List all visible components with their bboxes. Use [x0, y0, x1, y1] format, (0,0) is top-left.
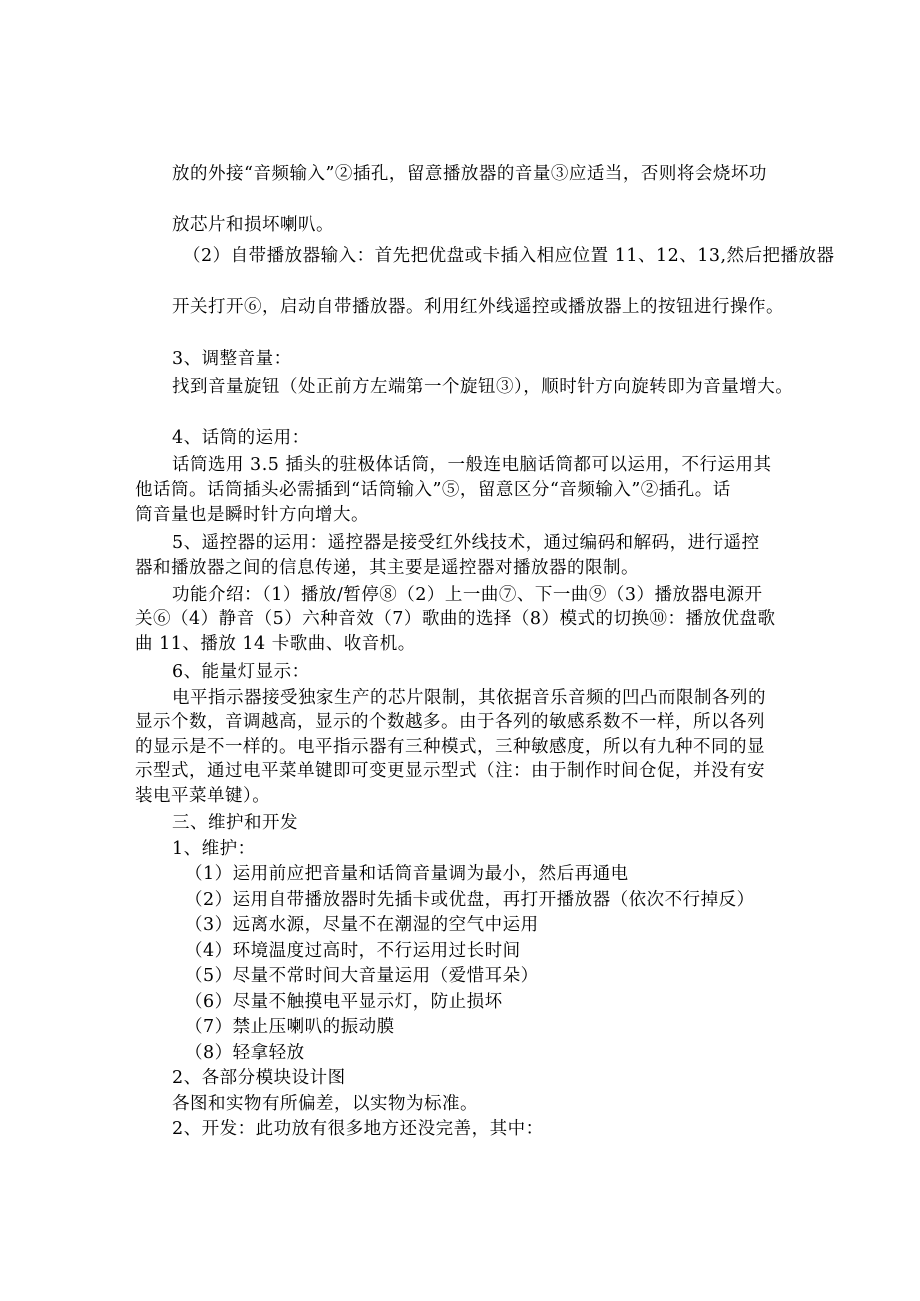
paragraph-line: 曲 11、播放 14 卡歌曲、收音机。: [135, 634, 416, 654]
paragraph-line: 器和播放器之间的信息传递，其主要是遥控器对播放器的限制。: [135, 558, 639, 578]
paragraph-line: 放的外接“音频输入”②插孔，留意播放器的音量③应适当，否则将会烧坏功: [172, 164, 767, 184]
paragraph-line: 电平指示器接受独家生产的芯片限制，其依据音乐音频的凹凸而限制各列的: [172, 688, 766, 708]
list-item: （8）轻拿轻放: [185, 1043, 305, 1063]
paragraph-line: 开关打开⑥，启动自带播放器。利用红外线遥控或播放器上的按钮进行操作。: [172, 297, 784, 317]
paragraph-line: 5、遥控器的运用：遥控器是接受红外线技术，通过编码和解码，进行遥控: [172, 533, 760, 553]
paragraph-line: 装电平菜单键）。: [135, 786, 271, 806]
list-item: （4）环境温度过高时，不行运用过长时间: [185, 941, 521, 961]
paragraph-line: 各图和实物有所偏差，以实物为标准。: [172, 1094, 478, 1114]
subsection-heading: 2、各部分模块设计图: [172, 1068, 346, 1088]
list-item: （6）尽量不触摸电平显示灯，防止损坏: [185, 992, 503, 1012]
list-item: （3）远离水源，尽量不在潮湿的空气中运用: [185, 915, 539, 935]
paragraph-line: 的显示是不一样的。电平指示器有三种模式，三种敏感度，所以有九种不同的显: [135, 737, 765, 757]
paragraph-line: 6、能量灯显示：: [172, 662, 310, 682]
list-item: （7）禁止压喇叭的振动膜: [185, 1017, 395, 1037]
paragraph-line: 显示个数，音调越高，显示的个数越多。由于各列的敏感系数不一样，所以各列: [135, 712, 765, 732]
paragraph-line: 3、调整音量：: [172, 349, 292, 369]
subsection-heading: 2、开发：此功放有很多地方还没完善，其中：: [172, 1119, 544, 1139]
section-heading: 三、维护和开发: [172, 813, 298, 833]
paragraph-line: 示型式，通过电平菜单键即可变更显示型式（注：由于制作时间仓促，并没有安: [135, 761, 765, 781]
list-item: （1）运用前应把音量和话筒音量调为最小，然后再通电: [185, 864, 629, 884]
paragraph-line: 找到音量旋钮（处正前方左端第一个旋钮③），顺时针方向旋转即为音量增大。: [172, 377, 794, 397]
list-item: （2）运用自带播放器时先插卡或优盘，再打开播放器（依次不行掉反）: [185, 890, 755, 910]
list-item: （5）尽量不常时间大音量运用（爱惜耳朵）: [185, 966, 539, 986]
paragraph-line: 话筒选用 3.5 插头的驻极体话筒，一般连电脑话筒都可以运用，不行运用其: [172, 455, 772, 475]
paragraph-line: 他话筒。话筒插头必需插到“话筒输入”⑤，留意区分“音频输入”②插孔。话: [135, 480, 731, 500]
subsection-heading: 1、维护：: [172, 839, 256, 859]
paragraph-line: 筒音量也是瞬时针方向增大。: [135, 505, 369, 525]
paragraph-line: （2）自带播放器输入：首先把优盘或卡插入相应位置 11、12、13,然后把播放器: [183, 246, 835, 266]
paragraph-line: 关⑥（4）静音（5）六种音效（7）歌曲的选择（8）模式的切换⑩：播放优盘歌: [135, 609, 776, 629]
paragraph-line: 4、话筒的运用：: [172, 428, 310, 448]
paragraph-line: 放芯片和损坏喇叭。: [172, 215, 334, 235]
paragraph-line: 功能介绍：（1）播放/暂停⑧（2）上一曲⑦、下一曲⑨（3）播放器电源开: [172, 585, 763, 605]
